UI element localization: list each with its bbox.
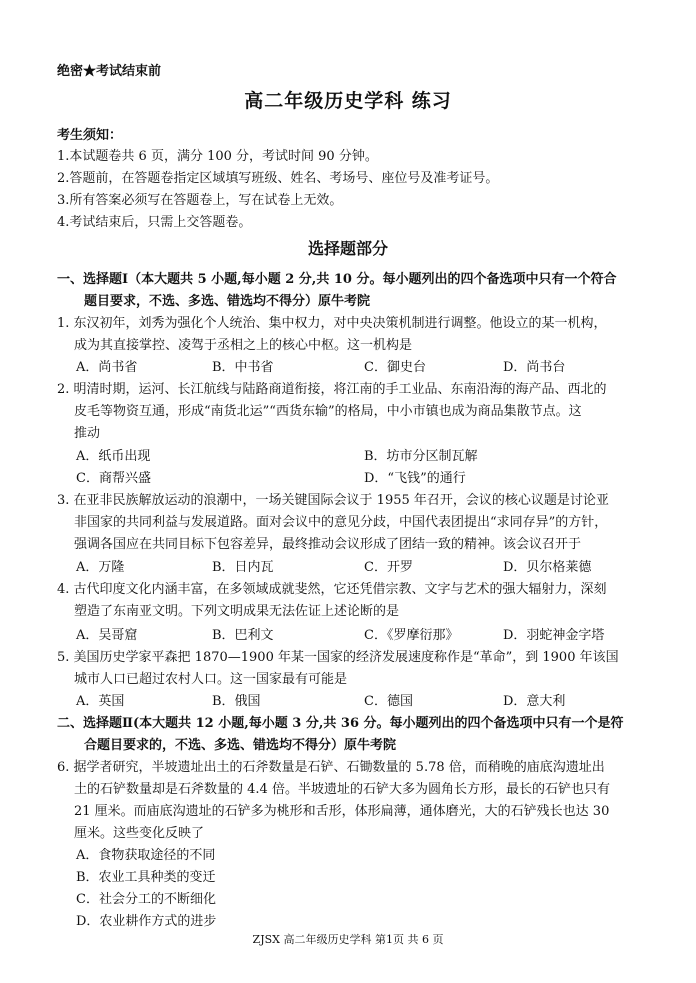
question-3-text: 3. 在亚非民族解放运动的浪潮中，一场关键国际会议于 1955 年召开，会议的核心议题是讨论亚 bbox=[57, 493, 609, 508]
question-2-text: 皮毛等物资互通，形成“南货北运”“西货东输”的格局，中小市镇也成为商品集散节点。这 bbox=[74, 404, 582, 419]
q2-option-d: D．“飞钱”的通行 bbox=[364, 471, 466, 486]
q6-option-b: B．农业工具种类的变迁 bbox=[76, 870, 216, 885]
q1-option-c: C．御史台 bbox=[364, 360, 426, 375]
question-3-text: 强调各国应在共同目标下包容差异，最终推动会议形成了团结一致的精神。该会议召开于 bbox=[74, 537, 582, 552]
q5-option-a: A．英国 bbox=[76, 694, 125, 709]
q6-option-c: C．社会分工的不断细化 bbox=[76, 892, 216, 907]
q6-option-a: A．食物获取途径的不同 bbox=[76, 848, 216, 863]
q2-option-b: B．坊市分区制瓦解 bbox=[364, 449, 478, 464]
question-2-text: 2. 明清时期，运河、长江航线与陆路商道衔接，将江南的手工业品、东南沿海的海产品、西北的 bbox=[57, 382, 607, 397]
note-item: 4.考试结束后，只需上交答题卷。 bbox=[57, 215, 252, 230]
q4-option-d: D．羽蛇神金字塔 bbox=[503, 628, 605, 643]
page-title: 高二年级历史学科 练习 bbox=[244, 90, 452, 112]
q5-option-d: D．意大利 bbox=[503, 694, 566, 709]
q3-option-a: A．万隆 bbox=[76, 560, 125, 575]
q1-option-a: A．尚书省 bbox=[76, 360, 138, 375]
q3-option-d: D．贝尔格莱德 bbox=[503, 560, 592, 575]
q2-option-c: C．商帮兴盛 bbox=[76, 471, 151, 486]
part2-heading: 二、选择题Ⅱ(本大题共 12 小题,每小题 3 分,共 36 分。每小题列出的四个备选项中只有一个是符 bbox=[57, 716, 624, 731]
q1-option-b: B．中书省 bbox=[212, 360, 274, 375]
question-4-text: 塑造了东南亚文明。下列文明成果无法佐证上述论断的是 bbox=[74, 604, 400, 619]
part2-heading-cont: 合题目要求的，不选、多选、错选均不得分）原牛考院 bbox=[84, 738, 397, 753]
question-6-text: 土的石铲数量却是石斧数量的 4.4 倍。半坡遗址的石铲大多为圆角长方形，最长的石铲也只有 bbox=[74, 782, 610, 797]
note-item: 1.本试题卷共 6 页，满分 100 分，考试时间 90 分钟。 bbox=[57, 149, 378, 164]
question-6-text: 21 厘米。而庙底沟遗址的石铲多为桃形和舌形，体形扁薄，通体磨光，大的石铲残长也达 30 bbox=[74, 804, 610, 819]
section-title: 选择题部分 bbox=[307, 239, 388, 258]
note-item: 2.答题前，在答题卷指定区域填写班级、姓名、考场号、座位号及准考证号。 bbox=[57, 171, 499, 186]
question-5-text: 5. 美国历史学家平森把 1870—1900 年某一国家的经济发展速度称作是“革命”，到 1900 年该国 bbox=[57, 650, 619, 665]
q4-option-a: A．吴哥窟 bbox=[76, 628, 138, 643]
question-6-text: 6. 据学者研究，半坡遗址出土的石斧数量是石铲、石锄数量的 5.78 倍，而稍晚的庙底沟遗址出 bbox=[57, 760, 605, 775]
q6-option-d: D．农业耕作方式的进步 bbox=[76, 914, 217, 929]
note-item: 3.所有答案必须写在答题卷上，写在试卷上无效。 bbox=[57, 193, 343, 208]
question-1-text: 1. 东汉初年，刘秀为强化个人统治、集中权力，对中央决策机制进行调整。他设立的某一机构， bbox=[57, 316, 607, 331]
part1-heading-cont: 题目要求，不选、多选、错选均不得分）原牛考院 bbox=[84, 294, 371, 309]
q4-option-b: B．巴利文 bbox=[212, 628, 274, 643]
q3-option-b: B．日内瓦 bbox=[212, 560, 274, 575]
question-3-text: 非国家的共同利益与发展道路。面对会议中的意见分歧，中国代表团提出“求同存异”的方针， bbox=[74, 515, 608, 530]
q3-option-c: C．开罗 bbox=[364, 560, 413, 575]
secret-mark: 绝密★考试结束前 bbox=[57, 64, 162, 79]
question-6-text: 厘米。这些变化反映了 bbox=[74, 826, 205, 841]
page-footer: ZJSX 高二年级历史学科 第1页 共 6 页 bbox=[252, 933, 444, 946]
question-5-text: 城市人口已超过农村人口。这一国家最有可能是 bbox=[74, 672, 348, 687]
q5-option-b: B．俄国 bbox=[212, 694, 261, 709]
q5-option-c: C．德国 bbox=[364, 694, 413, 709]
q4-option-c: C．《罗摩衍那》 bbox=[364, 628, 459, 643]
q1-option-d: D．尚书台 bbox=[503, 360, 566, 375]
question-1-text: 成为其直接掌控、凌驾于丞相之上的核心中枢。这一机构是 bbox=[74, 338, 413, 353]
notes-heading: 考生须知： bbox=[57, 128, 123, 143]
question-2-text: 推动 bbox=[74, 426, 101, 441]
q2-option-a: A．纸币出现 bbox=[76, 449, 151, 464]
question-4-text: 4. 古代印度文化内涵丰富，在多领域成就斐然，它还凭借宗教、文字与艺术的强大辐射力，深刻 bbox=[57, 582, 607, 597]
part1-heading: 一、选择题Ⅰ（本大题共 5 小题,每小题 2 分,共 10 分。每小题列出的四个备选项中只有一个符合 bbox=[57, 272, 617, 287]
